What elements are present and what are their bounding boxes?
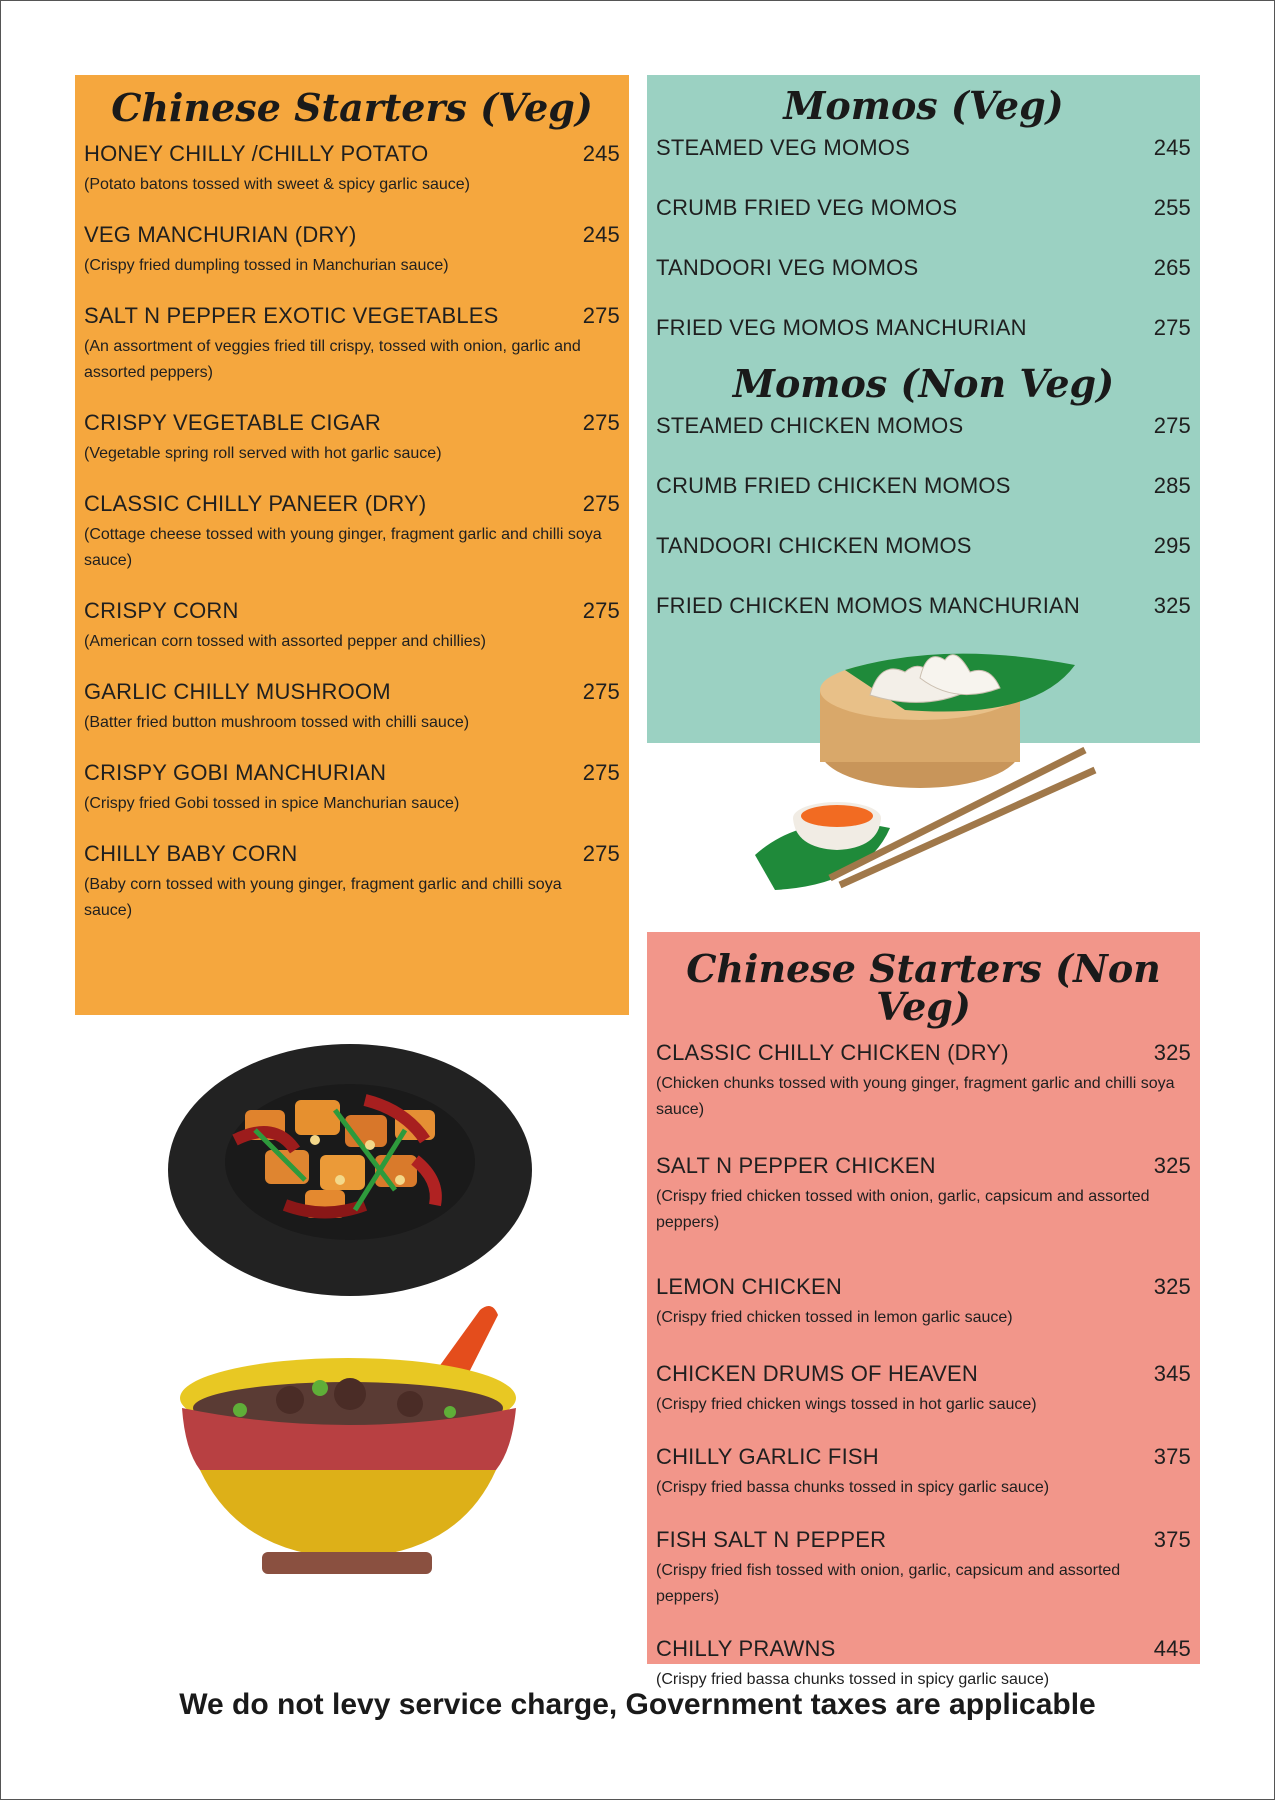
menu-item [656, 533, 1191, 593]
menu-item-row [84, 491, 620, 517]
menu-item-name: FISH SALT N PEPPER [656, 1527, 887, 1552]
menu-item-price: 345 [1153, 1361, 1191, 1386]
menu-item-price: 295 [1153, 533, 1191, 558]
menu-item [84, 598, 620, 655]
menu-item-name: CRISPY VEGETABLE CIGAR [84, 410, 382, 435]
menu-item [84, 141, 620, 198]
menu-item-name: CHILLY GARLIC FISH [656, 1444, 879, 1469]
menu-item-price: 245 [1153, 135, 1191, 160]
menu-item-description: (American corn tossed with assorted pepper and chillies) [84, 633, 486, 650]
menu-item-description: (Batter fried button mushroom tossed with chilli sauce) [84, 714, 470, 731]
menu-item-row [84, 303, 620, 329]
menu-item-row [84, 679, 620, 705]
footer-note: We do not levy service charge, Government taxes are applicable [179, 1688, 1096, 1721]
menu-item-row [84, 410, 620, 436]
menu-item-description: (Cottage cheese tossed with young ginger, fragment garlic and chilli soya sauce) [84, 526, 602, 569]
menu-item-row [84, 841, 620, 867]
momos-steamer-illustration [745, 650, 1105, 900]
menu-item-name: CRUMB FRIED CHICKEN MOMOS [656, 473, 1011, 498]
chilli-dish-plate-illustration [165, 1040, 535, 1300]
menu-item-price: 245 [582, 141, 620, 166]
menu-item-price: 445 [1153, 1636, 1191, 1661]
menu-item-row [656, 1636, 1191, 1662]
menu-item-description: (Potato batons tossed with sweet & spicy garlic sauce) [84, 176, 470, 193]
menu-item [656, 593, 1191, 653]
menu-item-name: CHILLY BABY CORN [84, 841, 298, 866]
menu-item-price: 325 [1153, 1274, 1191, 1299]
menu-item [84, 679, 620, 736]
menu-item-row [656, 195, 1191, 221]
menu-item-row [656, 593, 1191, 619]
menu-item-description: (Crispy fried chicken tossed in lemon garlic sauce) [656, 1309, 1013, 1326]
menu-item-name: CHICKEN DRUMS OF HEAVEN [656, 1361, 978, 1386]
menu-item-name: TANDOORI CHICKEN MOMOS [656, 533, 972, 558]
menu-item-row [656, 1274, 1191, 1300]
menu-item-name: CRISPY CORN [84, 598, 239, 623]
menu-item-description: (An assortment of veggies fried till crispy, tossed with onion, garlic and assorted peppers) [84, 338, 581, 381]
menu-item-price: 275 [582, 410, 620, 435]
menu-item-price: 285 [1153, 473, 1191, 498]
soup-bowl-illustration [180, 1300, 520, 1575]
menu-item [656, 1636, 1191, 1693]
menu-item-row [656, 315, 1191, 341]
menu-item-name: SALT N PEPPER EXOTIC VEGETABLES [84, 303, 499, 328]
menu-item-name: FRIED VEG MOMOS MANCHURIAN [656, 315, 1027, 340]
momos-nonveg-list [656, 413, 1191, 653]
menu-item-price: 275 [582, 679, 620, 704]
menu-item-name: CHILLY PRAWNS [656, 1636, 836, 1661]
menu-item-description: (Crispy fried bassa chunks tossed in spicy garlic sauce) [656, 1479, 1050, 1496]
menu-item-price: 325 [1153, 1153, 1191, 1178]
menu-item-name: STEAMED VEG MOMOS [656, 135, 910, 160]
menu-item [656, 1361, 1191, 1418]
menu-item [656, 1527, 1191, 1610]
menu-item-row [656, 1527, 1191, 1553]
menu-item-name: FRIED CHICKEN MOMOS MANCHURIAN [656, 593, 1081, 618]
menu-item-price: 245 [582, 222, 620, 247]
menu-item [84, 841, 620, 924]
momos-panel [647, 75, 1200, 743]
menu-item [656, 1444, 1191, 1501]
menu-item-row [84, 598, 620, 624]
menu-item-price: 275 [582, 491, 620, 516]
menu-item-name: CRISPY GOBI MANCHURIAN [84, 760, 387, 785]
menu-item-row [656, 1153, 1191, 1179]
menu-item [84, 222, 620, 279]
menu-item-description: (Chicken chunks tossed with young ginger, fragment garlic and chilli soya sauce) [656, 1075, 1175, 1118]
menu-item-row [656, 1361, 1191, 1387]
menu-item-price: 375 [1153, 1444, 1191, 1469]
menu-item-description: (Crispy fried fish tossed with onion, garlic, capsicum and assorted peppers) [656, 1562, 1121, 1605]
menu-item-description: (Crispy fried chicken tossed with onion, garlic, capsicum and assorted peppers) [656, 1188, 1150, 1231]
menu-item-row [656, 533, 1191, 559]
menu-item-description: (Crispy fried dumpling tossed in Manchurian sauce) [84, 257, 449, 274]
menu-item-price: 275 [582, 760, 620, 785]
menu-item [656, 1040, 1191, 1123]
menu-item-price: 255 [1153, 195, 1191, 220]
menu-item-row [656, 135, 1191, 161]
menu-item-price: 325 [1153, 593, 1191, 618]
veg-starters-panel [75, 75, 629, 1015]
menu-item-name: VEG MANCHURIAN (DRY) [84, 222, 357, 247]
menu-item [84, 303, 620, 386]
menu-item-description: (Crispy fried bassa chunks tossed in spicy garlic sauce) [656, 1671, 1050, 1688]
menu-item-name: LEMON CHICKEN [656, 1274, 842, 1299]
menu-item-row [84, 760, 620, 786]
menu-item-description: (Vegetable spring roll served with hot garlic sauce) [84, 445, 442, 462]
menu-item-name: SALT N PEPPER CHICKEN [656, 1153, 936, 1178]
menu-item [656, 473, 1191, 533]
menu-item [656, 1153, 1191, 1236]
menu-item [84, 491, 620, 574]
menu-item-price: 275 [1153, 315, 1191, 340]
menu-item [656, 255, 1191, 315]
menu-item-description: (Baby corn tossed with young ginger, fragment garlic and chilli soya sauce) [84, 876, 562, 919]
menu-item-price: 375 [1153, 1527, 1191, 1552]
menu-item-name: STEAMED CHICKEN MOMOS [656, 413, 964, 438]
momos-veg-title: Momos (Veg) [783, 83, 1064, 128]
menu-item-name: HONEY CHILLY /CHILLY POTATO [84, 141, 429, 166]
menu-item [656, 195, 1191, 255]
menu-item [656, 413, 1191, 473]
menu-item-row [84, 141, 620, 167]
menu-item-description: (Crispy fried chicken wings tossed in hot garlic sauce) [656, 1396, 1037, 1413]
momos-nonveg-title: Momos (Non Veg) [732, 361, 1115, 406]
menu-item [656, 135, 1191, 195]
menu-item-price: 275 [582, 841, 620, 866]
momos-veg-list [656, 135, 1191, 375]
menu-item-row [656, 473, 1191, 499]
nonveg-starters-title: Chinese Starters (Non Veg) [686, 946, 1161, 1029]
nonveg-starters-list [656, 1040, 1191, 1693]
nonveg-starters-panel [647, 932, 1200, 1688]
menu-item-row [656, 1444, 1191, 1470]
menu-item-name: CLASSIC CHILLY CHICKEN (DRY) [656, 1040, 1009, 1065]
menu-item-price: 275 [582, 303, 620, 328]
menu-item-price: 275 [582, 598, 620, 623]
menu-item-row [84, 222, 620, 248]
menu-item-name: CRUMB FRIED VEG MOMOS [656, 195, 958, 220]
menu-item [656, 1274, 1191, 1331]
menu-item-row [656, 255, 1191, 281]
veg-starters-list [84, 141, 620, 924]
veg-starters-title: Chinese Starters (Veg) [111, 85, 593, 130]
menu-item-price: 325 [1153, 1040, 1191, 1065]
menu-item-row [656, 1040, 1191, 1066]
menu-item-description: (Crispy fried Gobi tossed in spice Manchurian sauce) [84, 795, 460, 812]
menu-item-row [656, 413, 1191, 439]
menu-item-name: TANDOORI VEG MOMOS [656, 255, 919, 280]
menu-item-price: 265 [1153, 255, 1191, 280]
menu-item-price: 275 [1153, 413, 1191, 438]
menu-item [84, 760, 620, 817]
menu-item [84, 410, 620, 467]
menu-item-name: GARLIC CHILLY MUSHROOM [84, 679, 391, 704]
menu-item-name: CLASSIC CHILLY PANEER (DRY) [84, 491, 427, 516]
menu-item [656, 315, 1191, 375]
